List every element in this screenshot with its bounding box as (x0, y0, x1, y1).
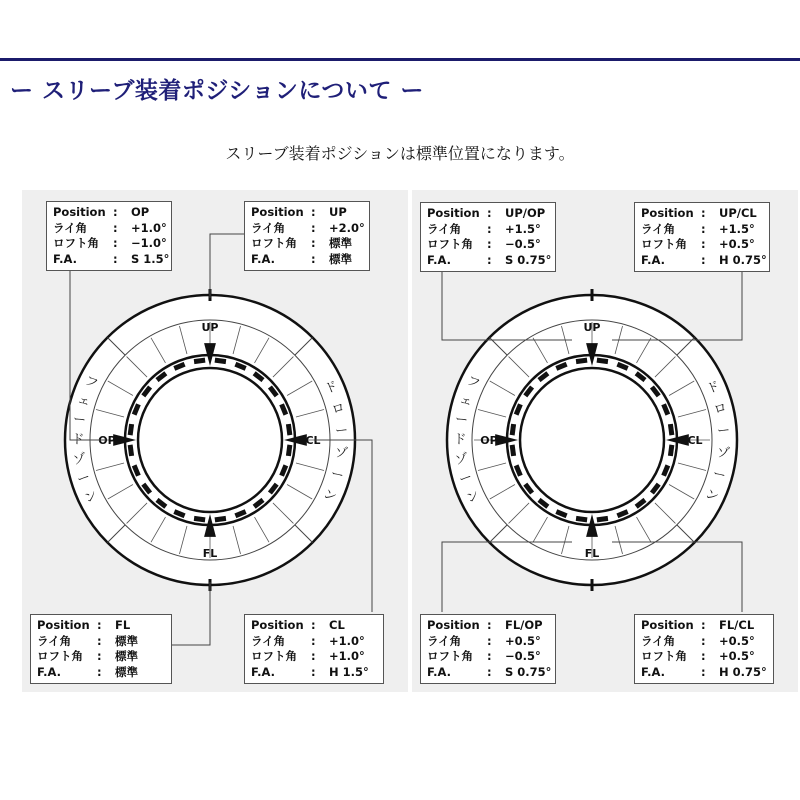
label-fa: F.A. (641, 252, 666, 267)
fade-zone-label: ン (81, 487, 101, 507)
value-position: OP (131, 205, 150, 219)
spec-box-up-cl: Position : UP/CL ライ角 : +1.5° ロフト角 : +0.5° F.A. : H 0.75° (634, 202, 770, 272)
draw-zone-label: ロ (330, 400, 347, 418)
value-lie: +1.5° (505, 221, 541, 236)
value-loft: 標準 (329, 236, 352, 250)
label-fa: F.A. (251, 251, 276, 266)
label-lie: ライ角 (53, 220, 88, 235)
draw-zone-label: ゾ (334, 445, 349, 462)
spec-box-up: Position : UP ライ角 : +2.0° ロフト角 : 標準 F.A. : 標準 (244, 201, 370, 271)
label-fa: F.A. (427, 252, 452, 267)
position-dash (512, 445, 513, 456)
label-op: OP (98, 434, 116, 447)
label-position: Position (251, 618, 304, 632)
leader-line-up (210, 234, 244, 298)
label-position: Position (427, 206, 480, 220)
value-fa: H 1.5° (329, 664, 369, 679)
value-lie: 標準 (115, 633, 138, 648)
label-lie: ライ角 (37, 633, 72, 648)
label-position: Position (641, 618, 694, 632)
value-lie: +0.5° (505, 633, 541, 648)
label-loft: ロフト角 (641, 649, 687, 663)
draw-zone-label: ン (702, 486, 721, 506)
value-lie: +0.5° (719, 633, 755, 648)
position-dash (597, 518, 608, 519)
draw-zone-label: ー (328, 466, 346, 485)
position-dash (576, 518, 587, 519)
spec-box-op: Position : OP ライ角 : +1.0° ロフト角 : −1.0° F.A. : S 1.5° (46, 201, 172, 271)
label-cl: CL (305, 434, 321, 447)
label-fa: F.A. (427, 664, 452, 679)
value-loft: −0.5° (505, 237, 541, 251)
value-loft: 標準 (115, 649, 138, 663)
label-fl: FL (584, 547, 600, 560)
position-dash (597, 360, 608, 361)
label-position: Position (53, 205, 106, 219)
value-lie: +1.0° (131, 220, 167, 235)
draw-zone-label: ー (334, 423, 349, 440)
fade-zone-label: フ (463, 373, 483, 393)
subtitle: スリーブ装着ポジションは標準位置になります。 (225, 144, 575, 163)
right-ring-group (447, 289, 737, 591)
value-loft: −0.5° (505, 649, 541, 663)
label-loft: ロフト角 (641, 237, 687, 251)
value-fa: H 0.75° (719, 664, 767, 679)
fade-zone-label: ー (453, 411, 470, 429)
value-position: FL/OP (505, 618, 543, 632)
value-fa: 標準 (329, 251, 352, 266)
value-position: FL (115, 618, 131, 632)
fade-zone-label: ゾ (71, 451, 88, 469)
spec-box-fl-cl: Position : FL/CL ライ角 : +0.5° ロフト角 : +0.5° F.A. : H 0.75° (634, 614, 774, 684)
position-dash (130, 445, 131, 456)
leader-line-fl (172, 582, 210, 645)
value-loft: +1.0° (329, 649, 365, 663)
label-up: UP (201, 321, 219, 334)
label-fl: FL (202, 547, 218, 560)
draw-zone-label: ー (716, 423, 731, 440)
value-fa: S 0.75° (505, 252, 552, 267)
draw-zone-label: ド (704, 378, 723, 398)
fade-zone-label: ン (463, 487, 483, 507)
label-position: Position (641, 206, 694, 220)
value-lie: +1.5° (719, 221, 755, 236)
spec-box-cl: Position : CL ライ角 : +1.0° ロフト角 : +1.0° F.A. : H 1.5° (244, 614, 384, 684)
label-loft: ロフト角 (251, 649, 297, 663)
fade-zone-label: ゾ (453, 451, 470, 469)
position-dash (512, 424, 513, 435)
position-dash (215, 360, 226, 361)
spec-box-fl: Position : FL ライ角 : 標準 ロフト角 : 標準 F.A. : 標準 (30, 614, 172, 684)
label-lie: ライ角 (251, 220, 286, 235)
value-position: CL (329, 618, 345, 632)
label-lie: ライ角 (251, 633, 286, 648)
top-rule (0, 58, 800, 61)
position-dash (215, 518, 226, 519)
label-lie: ライ角 (641, 633, 676, 648)
position-dash (576, 360, 587, 361)
value-loft: −1.0° (131, 236, 167, 250)
label-op: OP (480, 434, 498, 447)
position-dash (130, 424, 131, 435)
position-dash (194, 360, 205, 361)
fade-zone-label: ー (75, 469, 93, 488)
value-loft: +0.5° (719, 237, 755, 251)
label-fa: F.A. (37, 664, 62, 679)
label-position: Position (37, 618, 90, 632)
value-position: UP (329, 205, 347, 219)
label-loft: ロフト角 (53, 236, 99, 250)
label-position: Position (427, 618, 480, 632)
value-fa: 標準 (115, 664, 138, 679)
label-up: UP (583, 321, 601, 334)
label-loft: ロフト角 (427, 649, 473, 663)
value-position: FL/CL (719, 618, 755, 632)
value-position: UP/OP (505, 206, 546, 220)
spec-box-fl-op: Position : FL/OP ライ角 : +0.5° ロフト角 : −0.5° F.A. : S 0.75° (420, 614, 556, 684)
fade-zone-label: ェ (457, 392, 475, 411)
value-lie: +1.0° (329, 633, 365, 648)
page-title: ー スリーブ装着ポジションについて ー (10, 78, 424, 104)
label-lie: ライ角 (427, 221, 462, 236)
fade-zone-label: ー (71, 411, 88, 429)
fade-zone-label: ー (457, 469, 475, 488)
position-dash (288, 445, 289, 456)
fade-zone-label: ェ (75, 392, 93, 411)
position-dash (194, 518, 205, 519)
label-loft: ロフト角 (251, 236, 297, 250)
position-dash (288, 424, 289, 435)
label-position: Position (251, 205, 304, 219)
draw-zone-label: ー (710, 466, 728, 485)
value-fa: H 0.75° (719, 252, 767, 267)
value-lie: +2.0° (329, 220, 365, 235)
fade-zone-label: フ (81, 373, 101, 393)
label-loft: ロフト角 (37, 649, 83, 663)
hub-ring (138, 368, 282, 512)
label-lie: ライ角 (641, 221, 676, 236)
value-loft: +0.5° (719, 649, 755, 663)
value-fa: S 1.5° (131, 251, 170, 266)
draw-zone-label: ン (320, 486, 339, 506)
position-dash (670, 445, 671, 456)
draw-zone-label: ド (322, 378, 341, 398)
draw-zone-label: ゾ (716, 445, 731, 462)
fade-zone-label: ド (71, 432, 85, 448)
fade-zone-label: ド (453, 432, 467, 448)
position-dash (670, 424, 671, 435)
left-ring-group (65, 289, 355, 591)
value-position: UP/CL (719, 206, 757, 220)
label-loft: ロフト角 (427, 237, 473, 251)
label-fa: F.A. (641, 664, 666, 679)
label-fa: F.A. (53, 251, 78, 266)
label-fa: F.A. (251, 664, 276, 679)
draw-zone-label: ロ (712, 400, 729, 418)
label-lie: ライ角 (427, 633, 462, 648)
spec-box-up-op: Position : UP/OP ライ角 : +1.5° ロフト角 : −0.5° F.A. : S 0.75° (420, 202, 556, 272)
hub-ring (520, 368, 664, 512)
value-fa: S 0.75° (505, 664, 552, 679)
label-cl: CL (687, 434, 703, 447)
